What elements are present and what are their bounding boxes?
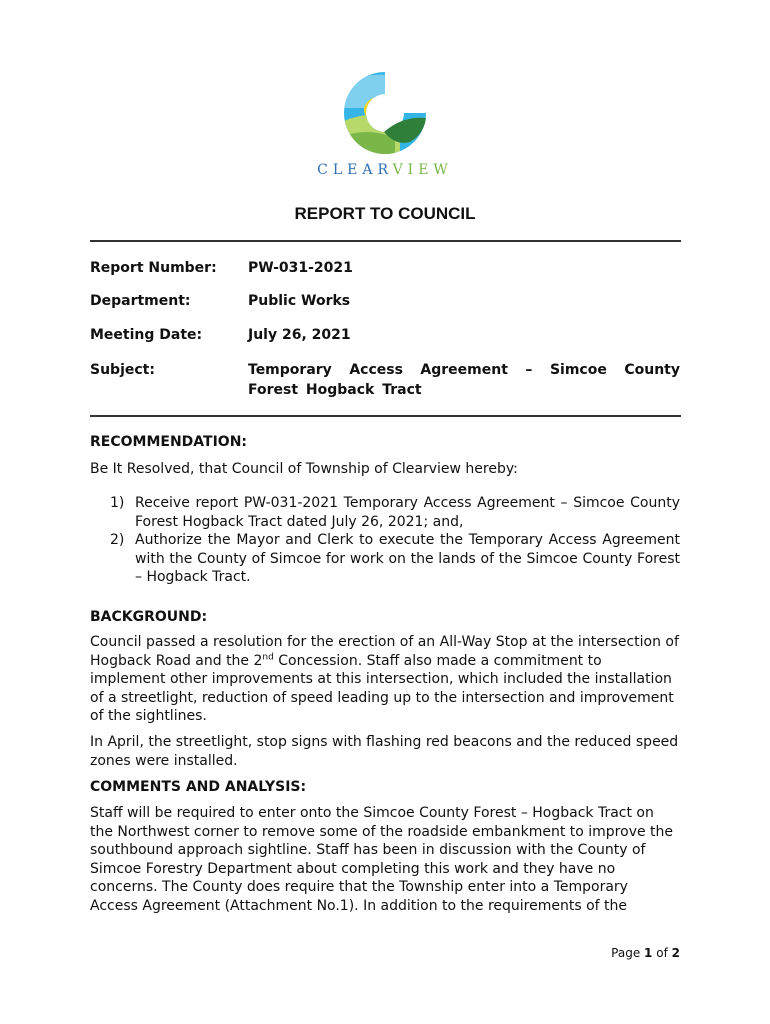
subject-label: Subject: (90, 362, 155, 378)
list-item-number: 1) (110, 495, 125, 511)
list-item (90, 494, 680, 531)
divider-bottom (90, 415, 681, 417)
meeting-date-value: July 26, 2021 (248, 327, 351, 343)
divider-top (90, 240, 681, 242)
logo-wordmark: CLEARVIEW (317, 162, 453, 178)
department-value: Public Works (248, 293, 351, 309)
background-paragraph-1: Council passed a resolution for the erection of an All-Way Stop at the intersection of Hogback Road and the 2nd Concession. Staff also made a commitment to implement other improvements at this intersection, which included the installation of a streetlight, reduction of speed leading up to the intersection and improvement of the sightlines. (90, 634, 679, 724)
meeting-date-label: Meeting Date: (90, 327, 203, 343)
list-item-text: Authorize the Mayor and Clerk to execute the Temporary Access Agreement with the County of Simcoe for work on the lands of the Simcoe County Forest – Hogback Tract. (135, 532, 680, 585)
background-heading: BACKGROUND: (90, 609, 208, 625)
recommendation-intro: Be It Resolved, that Council of Township of Clearview hereby: (90, 461, 518, 477)
list-item-number: 2) (110, 532, 125, 548)
report-number-value: PW-031-2021 (248, 260, 353, 276)
recommendation-list (90, 494, 680, 587)
background-paragraph-2: In April, the streetlight, stop signs with flashing red beacons and the reduced speed zones were installed. (90, 734, 679, 769)
comments-paragraph-1: Staff will be required to enter onto the Simcoe County Forest – Hogback Tract on the Northwest corner to remove some of the roadside embankment to improve the southbound approach sightline. Staff has been in discussion with the County of Simcoe Forestry Department about completing this work and they have no concerns. The County does require that the Township enter into a Temporary Access Agreement (Attachment No.1). In addition to the requirements of the (90, 805, 674, 914)
page-number: Page 1 of 2 (611, 946, 680, 960)
recommendation-heading: RECOMMENDATION: (90, 434, 248, 450)
subject-value: Temporary Access Agreement – Simcoe County Forest Hogback Tract (248, 362, 680, 398)
list-item (90, 531, 680, 587)
list-item-text: Receive report PW-031-2021 Temporary Access Agreement – Simcoe County Forest Hogback Tract dated July 26, 2021; and, (135, 495, 680, 530)
report-title: REPORT TO COUNCIL (294, 204, 476, 223)
department-label: Department: (90, 293, 191, 309)
report-number-label: Report Number: (90, 260, 217, 276)
comments-heading: COMMENTS AND ANALYSIS: (90, 779, 307, 795)
clearview-logo-icon (340, 68, 430, 158)
